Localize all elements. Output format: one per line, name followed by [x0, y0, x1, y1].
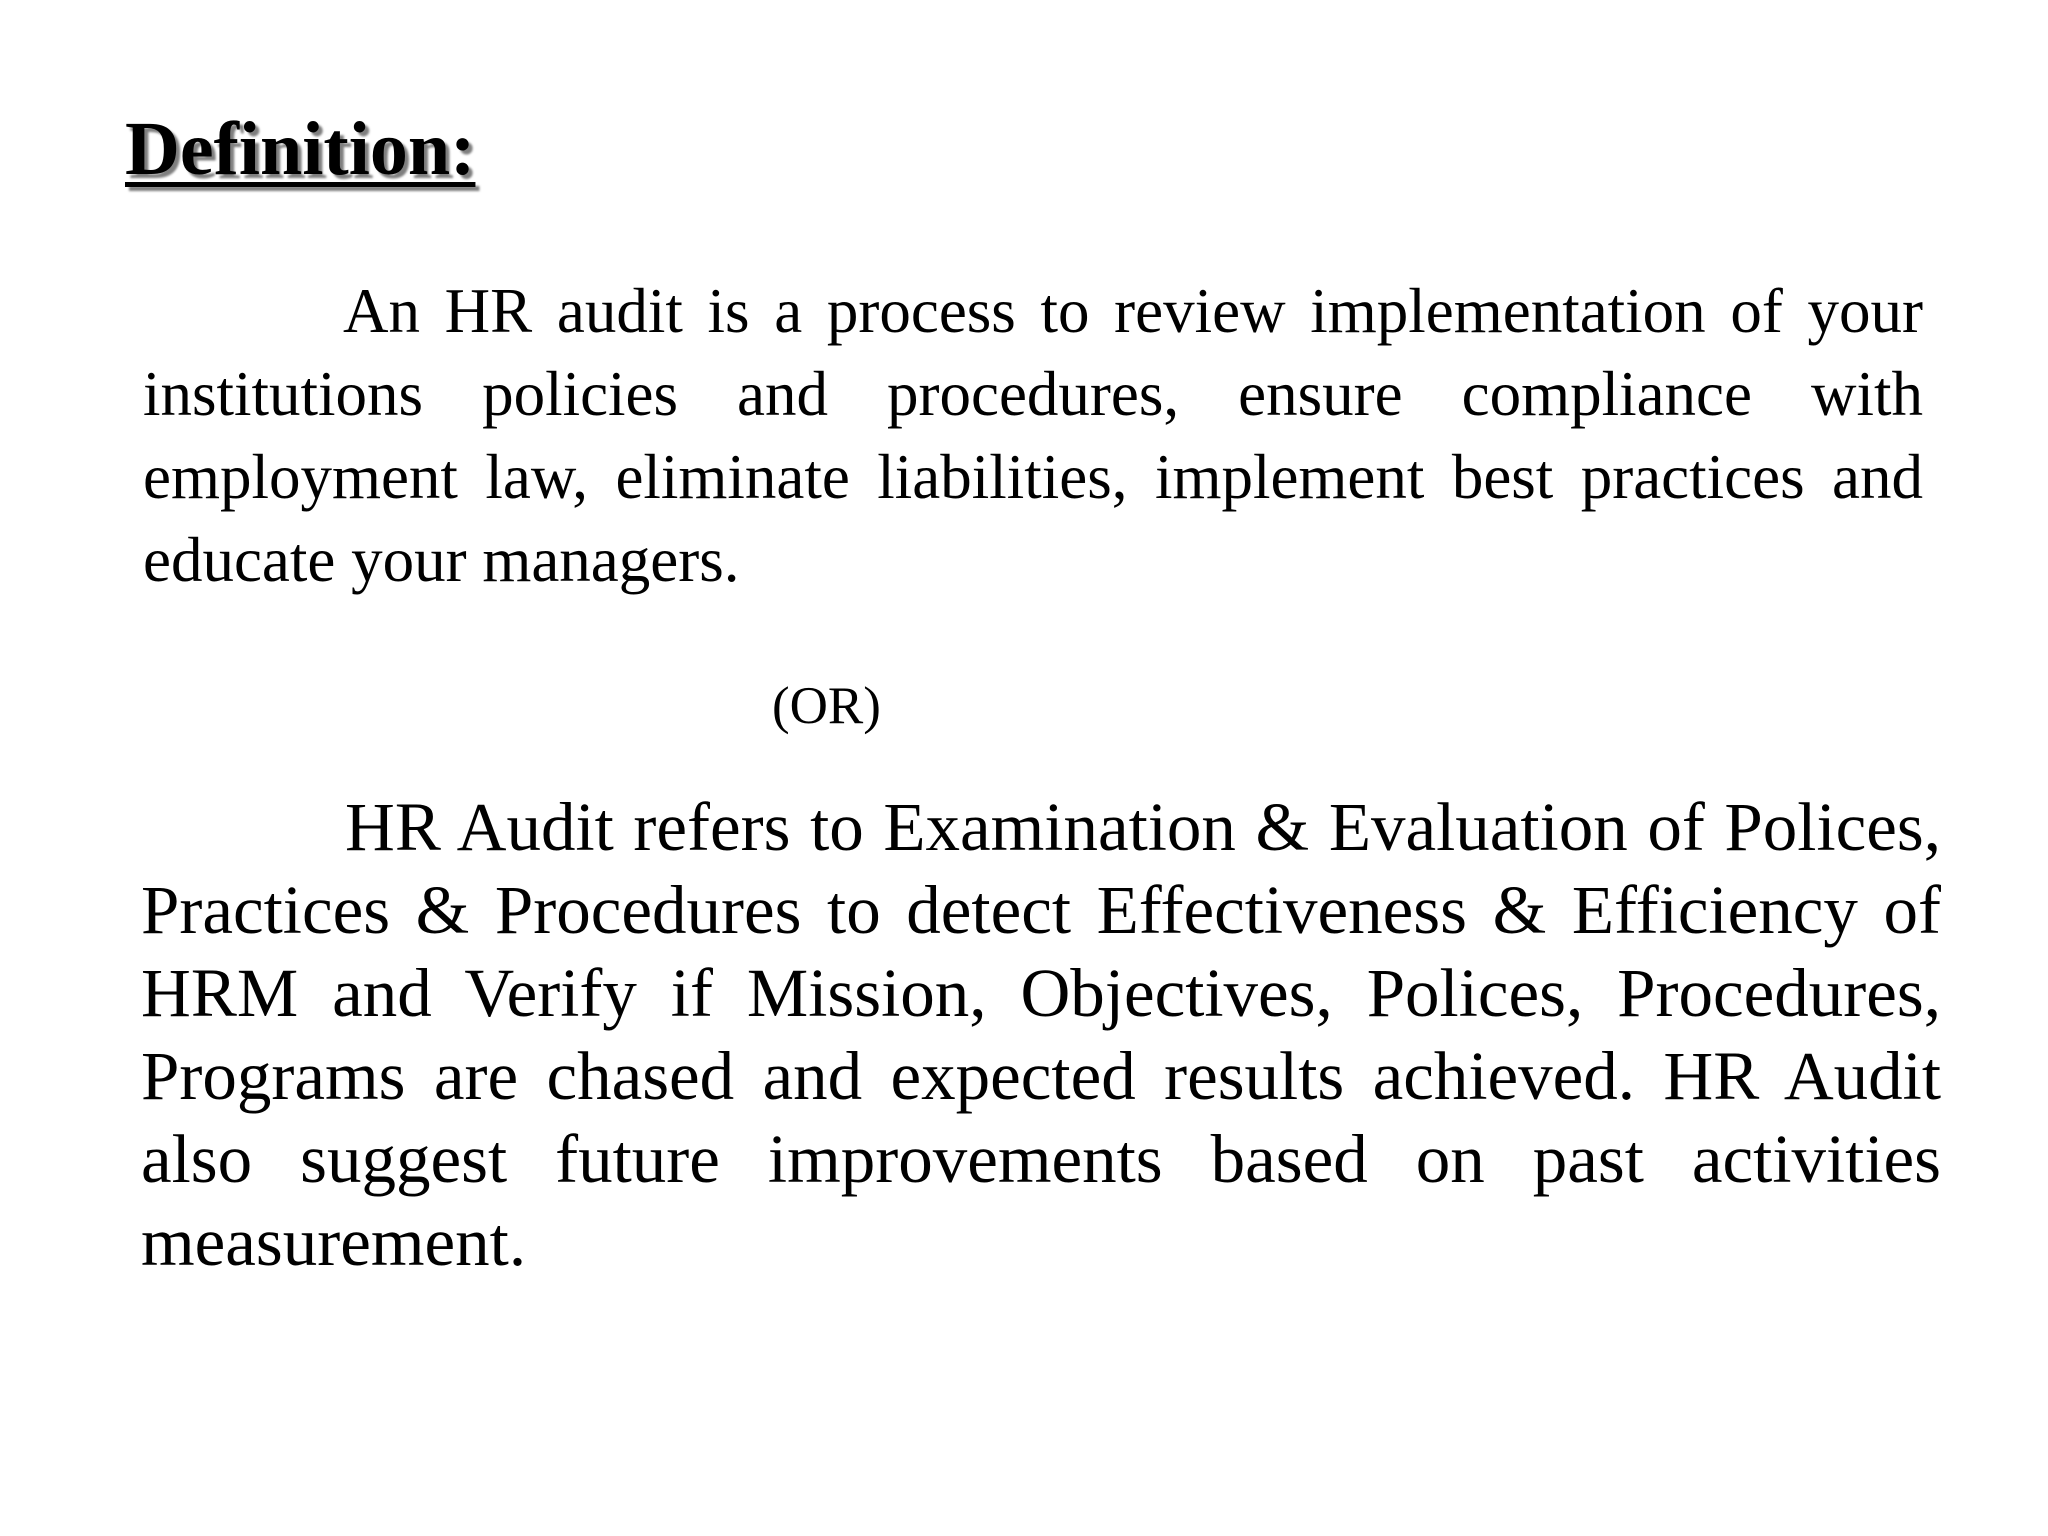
definition-paragraph-2: HR Audit refers to Examination & Evaluation of Polices, Practices & Procedures to detect Effectiveness & Efficiency of HRM and Verify if Mission, Objectives, Polices, Procedures, Programs are chased and expected results achieved. HR Audit also suggest future improvements based on past activities measurement.	[141, 789, 1941, 1280]
or-separator: (OR)	[772, 677, 881, 735]
slide-heading: Definition:	[125, 107, 476, 191]
definition-paragraph-1: An HR audit is a process to review implementation of your institutions policies and procedures, ensure compliance with employment law, eliminate liabilities, implement best practices and educate your managers.	[143, 276, 1923, 595]
